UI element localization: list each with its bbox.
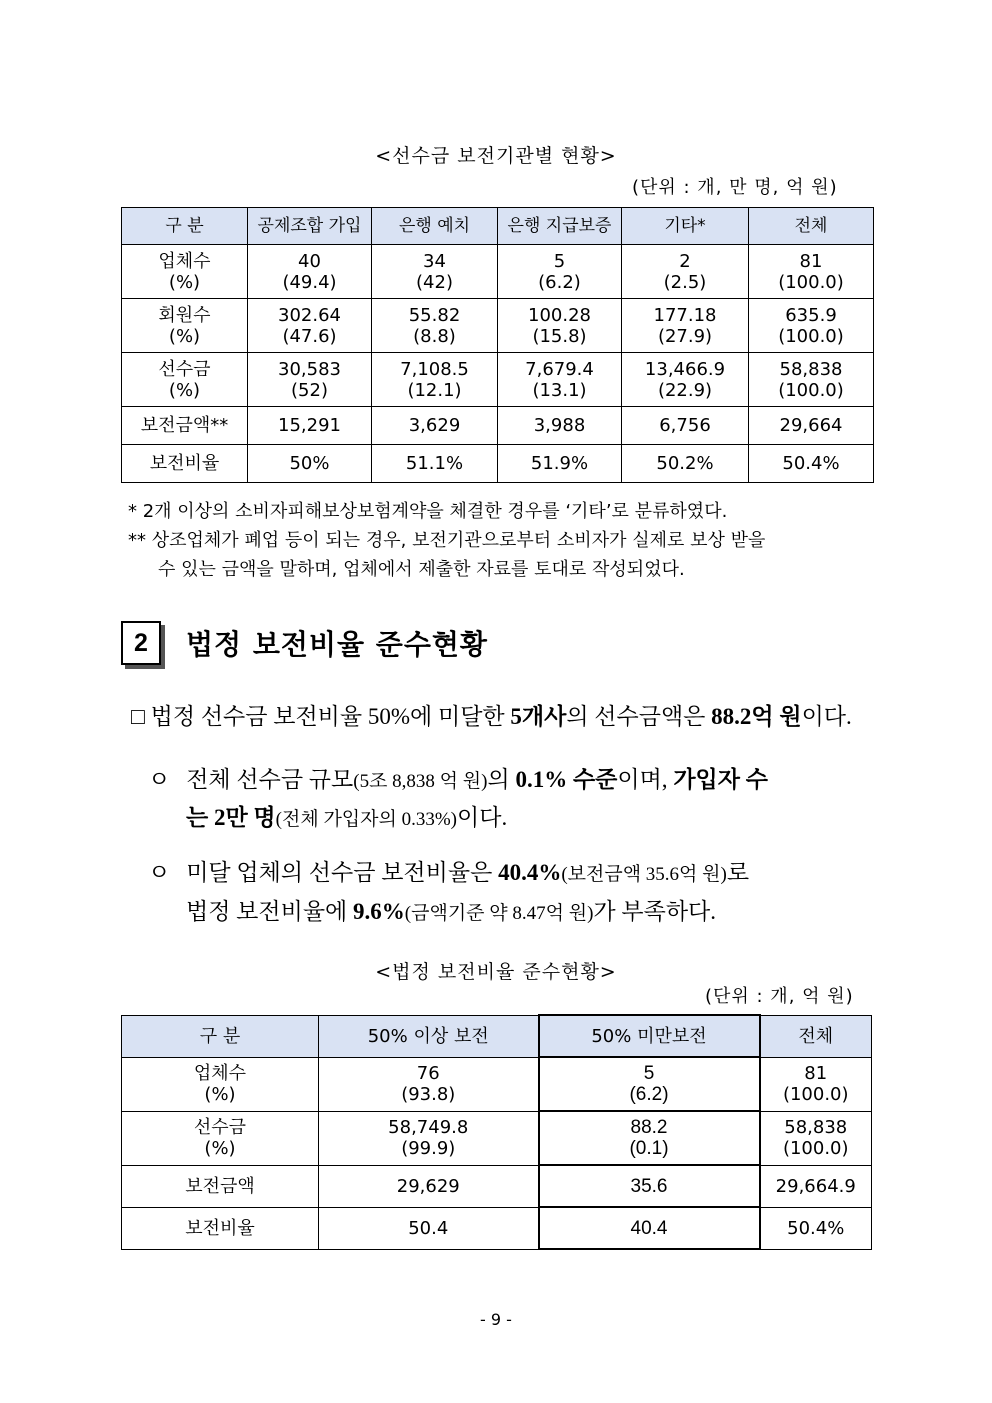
- header-cell: 전체: [760, 1015, 872, 1057]
- table-cell: 58,838 (100.0): [760, 1111, 872, 1165]
- table-cell: 34 (42): [372, 245, 498, 299]
- table-cell: 13,466.9 (22.9): [622, 353, 749, 407]
- table-cell: 50%: [248, 445, 372, 483]
- table-row: [122, 1111, 872, 1165]
- header-cell: 구 분: [122, 208, 248, 245]
- row-label: 회원수 (%): [122, 299, 248, 353]
- header-cell: 기타*: [622, 208, 749, 245]
- table-cell: 6,756: [622, 407, 749, 445]
- row-label: 보전비율: [122, 1207, 319, 1249]
- table-cell: 2 (2.5): [622, 245, 749, 299]
- table-cell-highlight: 35.6: [539, 1165, 760, 1207]
- table-header-row: [122, 1015, 872, 1057]
- table-cell: 3,629: [372, 407, 498, 445]
- row-label: 보전금액: [122, 1165, 319, 1207]
- table-cell: 55.82 (8.8): [372, 299, 498, 353]
- table-cell: 40 (49.4): [248, 245, 372, 299]
- footnote-guarantee-amount: ** 상조업체가 폐업 등이 되는 경우, 보전기관으로부터 소비자가 실제로 보상 받을: [128, 530, 766, 551]
- table-cell: 177.18 (27.9): [622, 299, 749, 353]
- table-cell: 81 (100.0): [749, 245, 874, 299]
- table2-caption: <법정 보전비율 준수현황>: [375, 961, 617, 983]
- table-cell: 29,664.9: [760, 1165, 872, 1207]
- header-cell-highlight: 50% 미만보전: [539, 1015, 760, 1057]
- table-row: [122, 1207, 872, 1249]
- section-title: 법정 보전비율 준수현황: [186, 628, 488, 661]
- footnote-guarantee-amount-cont: 수 있는 금액을 말하며, 업체에서 제출한 자료를 토대로 작성되었다.: [158, 559, 685, 580]
- table-cell: 30,583 (52): [248, 353, 372, 407]
- table-cell: 3,988: [498, 407, 622, 445]
- table-cell: 635.9 (100.0): [749, 299, 874, 353]
- row-label: 보전금액**: [122, 407, 248, 445]
- row-label: 업체수 (%): [122, 245, 248, 299]
- summary-paragraph: □ 법정 선수금 보전비율 50%에 미달한 5개사의 선수금액은 88.2억 원이다.: [131, 704, 852, 729]
- detail-paragraph-1: ㅇ 전체 선수금 규모(5조 8,838 억 원)의 0.1% 수준이며, 가입자 수: [148, 767, 768, 792]
- row-label: 선수금 (%): [122, 1111, 319, 1165]
- table-row: [122, 1057, 872, 1111]
- table-cell: 50.2%: [622, 445, 749, 483]
- table-statutory-compliance: [121, 1014, 872, 1250]
- detail-paragraph-2: ㅇ 미달 업체의 선수금 보전비율은 40.4%(보전금액 35.6억 원)로: [148, 860, 750, 885]
- table-cell: 50.4: [319, 1207, 539, 1249]
- table-row: [122, 245, 874, 299]
- table-cell: 29,664: [749, 407, 874, 445]
- table-cell-highlight: 5 (6.2): [539, 1057, 760, 1111]
- table-cell: 50.4%: [749, 445, 874, 483]
- table-cell: 7,108.5 (12.1): [372, 353, 498, 407]
- header-cell: 은행 예치: [372, 208, 498, 245]
- header-cell: 은행 지급보증: [498, 208, 622, 245]
- detail-paragraph-1-cont: 는 2만 명(전체 가입자의 0.33%)이다.: [186, 805, 508, 830]
- row-label: 보전비율: [122, 445, 248, 483]
- table-cell: 100.28 (15.8): [498, 299, 622, 353]
- table-row: [122, 407, 874, 445]
- table-header-row: [122, 208, 874, 245]
- table1-unit: (단위 : 개, 만 명, 억 원): [632, 177, 838, 198]
- header-cell: 전체: [749, 208, 874, 245]
- table-cell: 58,749.8 (99.9): [319, 1111, 539, 1165]
- table-cell: 15,291: [248, 407, 372, 445]
- page-number: - 9 -: [480, 1310, 512, 1329]
- table-row: [122, 1165, 872, 1207]
- table-cell: 51.9%: [498, 445, 622, 483]
- table-row: [122, 445, 874, 483]
- table-guarantee-institutions: [121, 207, 874, 483]
- header-cell: 공제조합 가입: [248, 208, 372, 245]
- header-cell: 구 분: [122, 1015, 319, 1057]
- table-cell: 51.1%: [372, 445, 498, 483]
- footnote-etc: * 2개 이상의 소비자피해보상보험계약을 체결한 경우를 ‘기타’로 분류하였다.: [128, 501, 728, 522]
- table-cell: 7,679.4 (13.1): [498, 353, 622, 407]
- table-cell: 29,629: [319, 1165, 539, 1207]
- table-cell: 302.64 (47.6): [248, 299, 372, 353]
- header-cell: 50% 이상 보전: [319, 1015, 539, 1057]
- row-label: 선수금 (%): [122, 353, 248, 407]
- row-label: 업체수 (%): [122, 1057, 319, 1111]
- section-number: 2: [121, 621, 161, 665]
- table-row: [122, 299, 874, 353]
- table2-unit: (단위 : 개, 억 원): [705, 986, 854, 1007]
- table-cell: 81 (100.0): [760, 1057, 872, 1111]
- table-cell-highlight: 40.4: [539, 1207, 760, 1249]
- table-row: [122, 353, 874, 407]
- table-cell: 50.4%: [760, 1207, 872, 1249]
- table-cell-highlight: 88.2 (0.1): [539, 1111, 760, 1165]
- table-cell: 58,838 (100.0): [749, 353, 874, 407]
- table-cell: 76 (93.8): [319, 1057, 539, 1111]
- table-cell: 5 (6.2): [498, 245, 622, 299]
- detail-paragraph-2-cont: 법정 보전비율에 9.6%(금액기준 약 8.47억 원)가 부족하다.: [186, 899, 717, 924]
- table1-caption: <선수금 보전기관별 현황>: [375, 145, 617, 167]
